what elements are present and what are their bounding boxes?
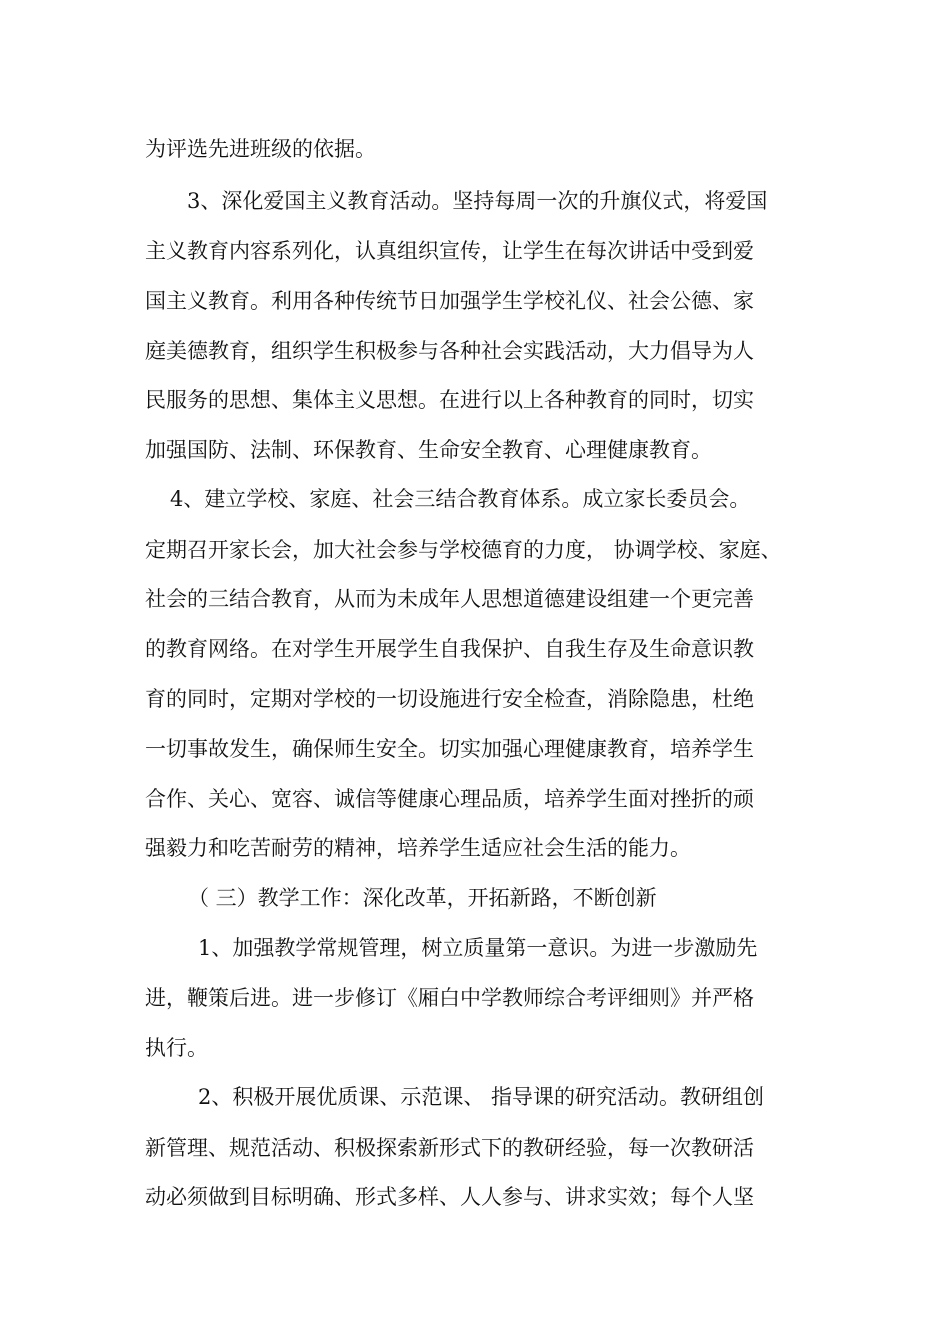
text-line: 为评选先进班级的依据。 [145, 137, 376, 161]
text-line: 主义教育内容系列化，认真组织宣传，让学生在每次讲话中受到爱 [145, 239, 754, 263]
text-line: 4、建立学校、家庭、社会三结合教育体系。成立家长委员会。 [170, 487, 751, 511]
text-line: 育的同时，定期对学校的一切设施进行安全检查，消除隐患，杜绝 [145, 687, 754, 711]
text-line: 庭美德教育，组织学生积极参与各种社会实践活动，大力倡导为人 [145, 339, 754, 363]
text-line: 国主义教育。利用各种传统节日加强学生学校礼仪、社会公德、家 [145, 289, 754, 313]
text-line: 3、深化爱国主义教育活动。坚持每周一次的升旗仪式，将爱国 [187, 189, 768, 213]
text-line: 民服务的思想、集体主义思想。在进行以上各种教育的同时，切实 [145, 388, 754, 412]
text-line: 一切事故发生，确保师生安全。切实加强心理健康教育，培养学生 [145, 737, 754, 761]
section-heading: （ 三）教学工作：深化改革，开拓新路，不断创新 [188, 886, 657, 910]
text-line: 执行。 [145, 1036, 208, 1060]
text-line: 动必须做到目标明确、形式多样、人人参与、讲求实效；每个人坚 [145, 1185, 754, 1209]
text-line: 强毅力和吃苦耐劳的精神，培养学生适应社会生活的能力。 [145, 836, 691, 860]
text-line: 定期召开家长会，加大社会参与学校德育的力度， 协调学校、家庭、 [145, 538, 782, 562]
text-line: 加强国防、法制、环保教育、生命安全教育、心理健康教育。 [145, 438, 712, 462]
text-line: 合作、关心、宽容、诚信等健康心理品质，培养学生面对挫折的顽 [145, 787, 754, 811]
text-line: 1、加强教学常规管理，树立质量第一意识。为进一步激励先 [198, 936, 758, 960]
text-line: 2、积极开展优质课、示范课、 指导课的研究活动。教研组创 [198, 1085, 765, 1109]
text-line: 新管理、规范活动、积极探索新形式下的教研经验，每一次教研活 [145, 1136, 754, 1160]
text-line: 的教育网络。在对学生开展学生自我保护、自我生存及生命意识教 [145, 637, 754, 661]
text-line: 社会的三结合教育，从而为未成年人思想道德建设组建一个更完善 [145, 587, 754, 611]
text-line: 进，鞭策后进。进一步修订《厢白中学教师综合考评细则》并严格 [145, 986, 754, 1010]
